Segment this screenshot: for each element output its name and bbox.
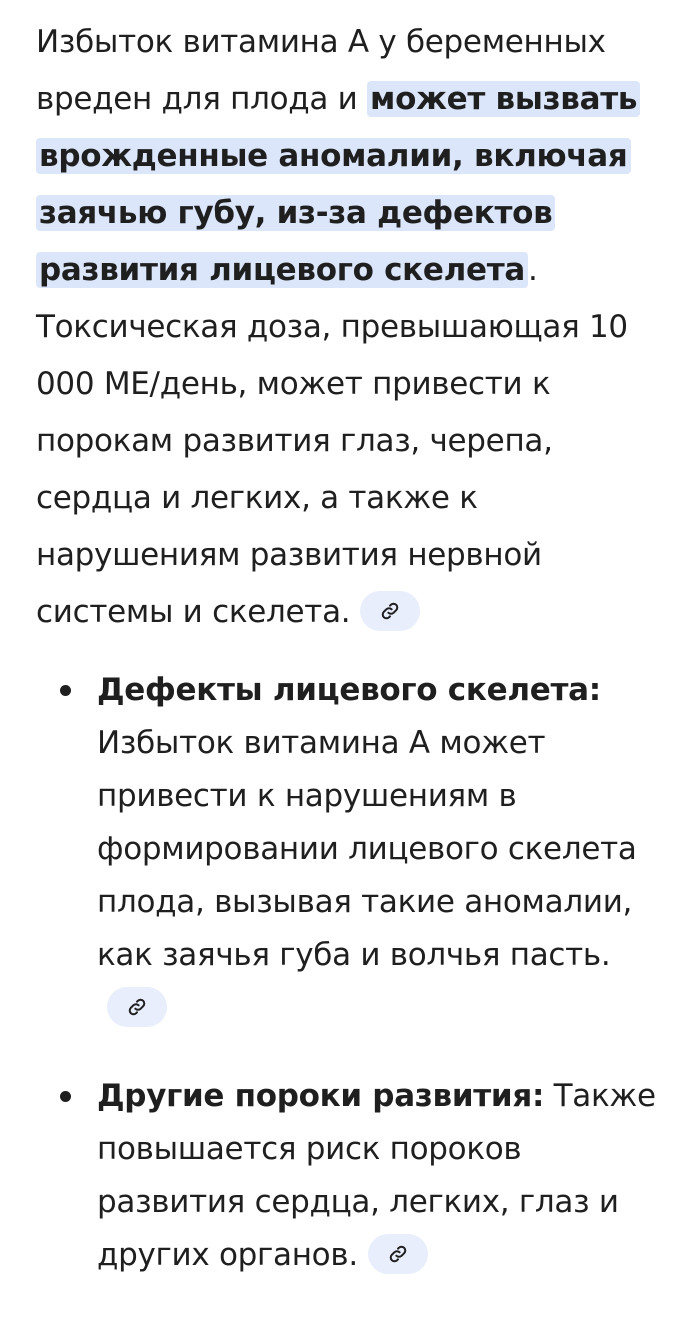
list-item	[36, 1070, 668, 1282]
answer-content	[36, 14, 668, 1317]
bullet-term: Дефекты лицевого скелета:	[97, 672, 601, 708]
link-icon	[127, 997, 147, 1017]
bullet-list	[36, 664, 668, 1282]
list-item	[36, 664, 668, 1035]
bullet-term: Другие пороки развития:	[97, 1078, 545, 1114]
source-link-button[interactable]	[360, 591, 420, 631]
intro-text-before: Избыток витамина А у беременных вреден для плода и	[36, 24, 606, 117]
bullet-text: Избыток витамина А может привести к нарушениям в формировании лицевого скелета плода, вызывая такие аномалии, как заячья губа и волчья пасть.	[97, 725, 637, 973]
source-link-button[interactable]	[368, 1234, 428, 1274]
bullet-dot	[60, 1091, 71, 1102]
intro-paragraph	[36, 14, 668, 641]
bullet-dot	[60, 685, 71, 696]
highlighted-citation-text[interactable]: может вызвать врожденные аномалии, включая заячью губу, из-за дефектов развития лицевого скелета	[36, 81, 640, 288]
link-icon	[380, 601, 400, 621]
bullet-text: Также повышается риск пороков развития сердца, легких, глаз и других органов.	[97, 1078, 656, 1273]
source-link-button[interactable]	[107, 987, 167, 1027]
link-icon	[388, 1244, 408, 1264]
intro-text-after: . Токсическая доза, превышающая 10 000 МЕ/день, может привести к порокам развития глаз, черепа, сердца и легких, а также к нарушениям развития нервной системы и скелета.	[36, 252, 628, 630]
